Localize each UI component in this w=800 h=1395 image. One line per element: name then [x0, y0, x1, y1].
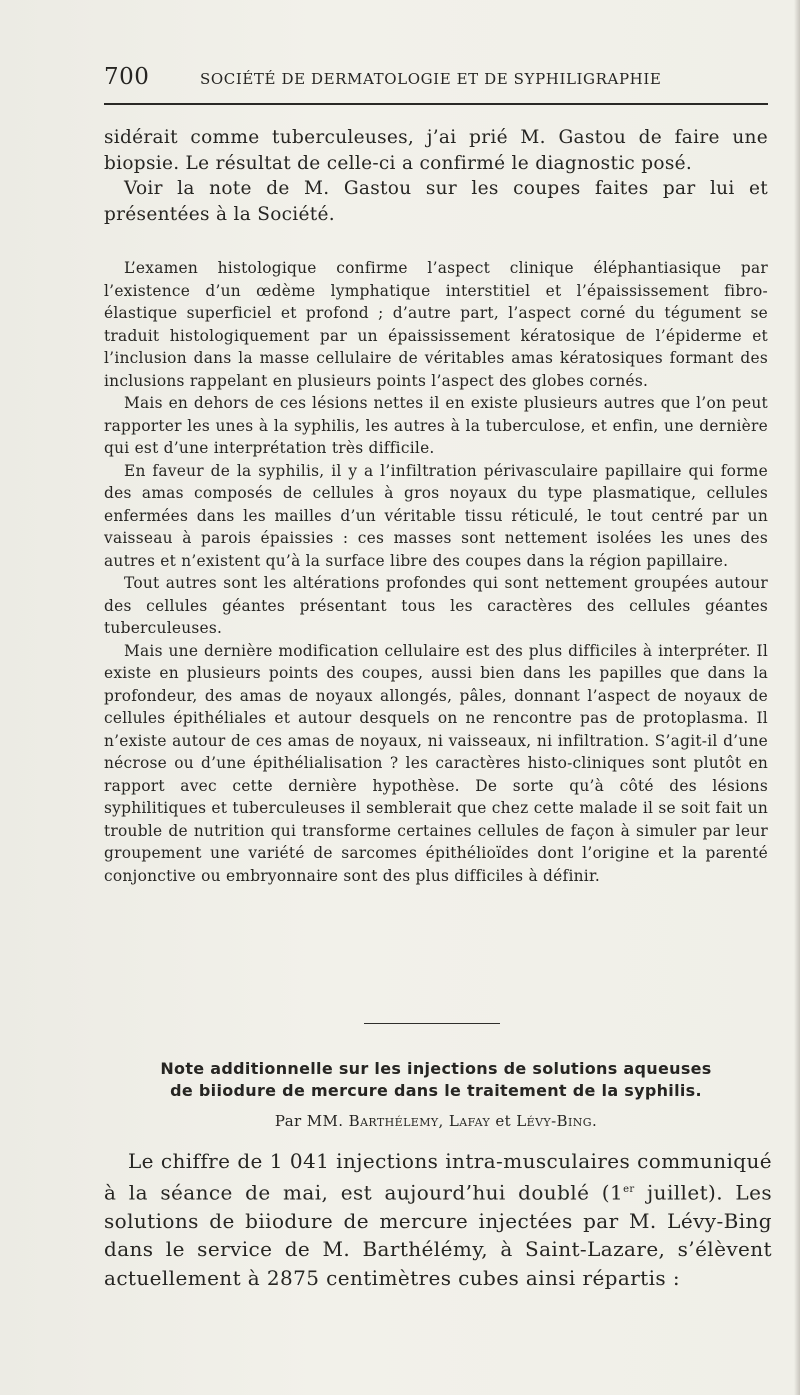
note-title-line-2: de biiodure de mercure dans le traitement de la syphilis. — [170, 1081, 702, 1100]
author-lafay: Lafay — [448, 1112, 491, 1130]
main-text — [104, 125, 768, 887]
author-barthelemy: Barthélemy — [348, 1112, 439, 1130]
note-text-part-1: Le chiffre de 1 041 injections intra-musculaires communiqué à la séance de mai, est aujourd’hui doublé (1 — [104, 1149, 772, 1205]
running-title: SOCIÉTÉ DE DERMATOLOGIE ET DE SYPHILIGRAPHIE — [200, 70, 662, 88]
authors-joiner: et — [495, 1112, 512, 1130]
note-text-part-2: juillet). Les solutions de biiodure de mercure injectées par M. Lévy-Bing dans le service de M. Barthélémy, à Saint-Lazare, s’élèvent actuellement à 2875 centimètres cubes ainsi répartis : — [104, 1180, 772, 1290]
page-header — [104, 62, 770, 102]
paragraph-spacer — [104, 227, 768, 257]
note-title — [104, 1058, 768, 1102]
paragraph-histology: L’examen histologique confirme l’aspect clinique éléphantiasique par l’existence d’un œdème lymphatique interstitiel et l’épaississement fibro-élastique superficiel et profond ; d’autre part, l’aspect corné du tégument se traduit histologiquement par un épaississement kératosique de l’épiderme et l’inclusion dans la masse cellulaire de véritables amas kératosiques formant des inclusions rappelant en plusieurs points l’aspect des globes cornés. — [104, 259, 768, 390]
section-divider — [364, 1023, 500, 1024]
note-body — [104, 1147, 772, 1292]
header-rule — [104, 103, 768, 105]
note-superscript: er — [623, 1183, 635, 1195]
author-levy-bing: Lévy-Bing — [516, 1112, 592, 1130]
paragraph-last-modification: Mais une dernière modification cellulaire est des plus difficiles à interpréter. Il existe en plusieurs points des coupes, aussi bien dans les papilles que dans la profondeur, des amas de noyaux allongés, pâles, donnant l’aspect de noyaux de cellules épithéliales et autour desquels on ne rencontre pas de protoplasma. Il n’existe autour de ces amas de noyaux, ni vaisseaux, ni infiltration. S’agit-il d’une nécrose ou d’une épithélialisation ? les caractères histo-cliniques sont plutôt en rapport avec cette dernière hypothèse. De sorte qu’à côté des lésions syphilitiques et tuberculeuses il semblerait que chez cette malade il se soit fait un trouble de nutrition qui transforme certaines cellules de façon à simuler par leur groupement une variété de sarcomes épithélioïdes dont l’origine et la parenté conjonctive ou embryonnaire sont des plus difficiles à définir. — [104, 641, 768, 885]
note-paragraph — [104, 1147, 772, 1292]
paragraph-syphilis: En faveur de la syphilis, il y a l’infiltration périvasculaire papillaire qui forme des amas composés de cellules à gros noyaux du type plasmatique, cellules enfermées dans les mailles d’un véritable tissu réticulé, le tout centré par un vaisseau à parois épaissies : ces masses sont nettement isolées les unes des autres et n’existent qu’à la surface libre des coupes dans la région papillaire. — [104, 461, 768, 570]
page-number: 700 — [104, 64, 150, 90]
note-title-line-1: Note additionnelle sur les injections de solutions aqueuses — [160, 1059, 712, 1078]
paragraph-continuation: sidérait comme tuberculeuses, j’ai prié M. Gastou de faire une biopsie. Le résultat de celle-ci a confirmé le diagnostic posé. — [104, 127, 768, 174]
page-edge-shadow — [794, 0, 800, 1395]
note-authors: Par MM. Barthélemy, Lafay et Lévy-Bing. — [274, 1112, 598, 1130]
authors-prefix: Par MM. — [274, 1112, 344, 1130]
paragraph-deep-alterations: Tout autres sont les altérations profondes qui sont nettement groupées autour des cellules géantes présentant tous les caractères des cellules géantes tuberculeuses. — [104, 574, 768, 637]
paragraph-gastou-note: Voir la note de M. Gastou sur les coupes faites par lui et présentées à la Société. — [104, 178, 768, 225]
paragraph-other-lesions: Mais en dehors de ces lésions nettes il en existe plusieurs autres que l’on peut rapporter les unes à la syphilis, les autres à la tuberculose, et enfin, une dernière qui est d’une interprétation très difficile. — [104, 394, 768, 457]
